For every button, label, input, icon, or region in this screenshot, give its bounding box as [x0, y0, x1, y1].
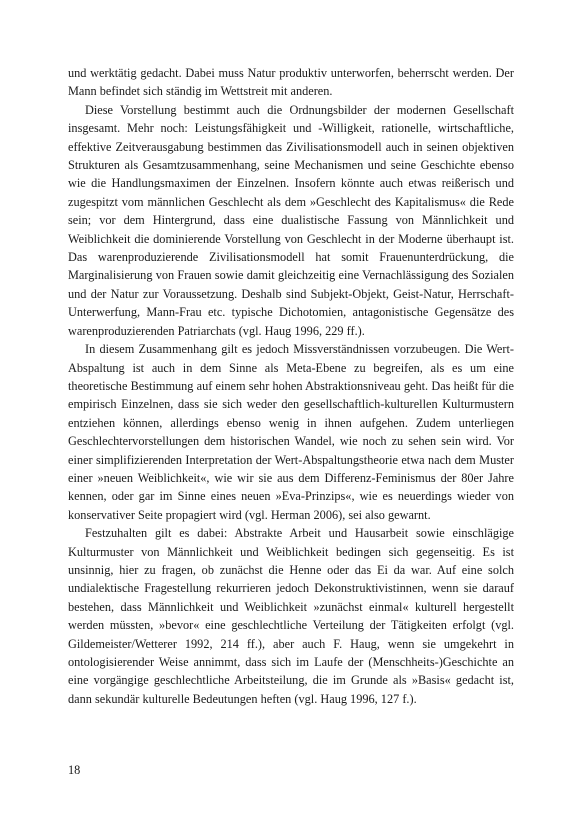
page-body: [68, 64, 514, 708]
page-number: 18: [68, 763, 81, 777]
paragraph-3: In diesem Zusammenhang gilt es jedoch Missverständnissen vorzubeugen. Die Wert-Abspaltung ist auch in dem Sinne als Meta-Ebene zu begreifen, als es um eine theoretische Bestimmung auf einem sehr hohen Abstraktionsniveau geht. Das heißt für die empirisch Einzelnen, dass sie sich weder den gesellschaftlich-kulturellen Kulturmustern entziehen können, allerdings ebenso wenig in ihnen aufgehen. Zudem unterliegen Geschlechtervorstellungen dem historischen Wandel, wie noch zu sehen sein wird. Vor einer simplifizierenden Interpretation der Wert-Abspaltungstheorie etwa nach dem Muster einer »neuen Weiblichkeit«, wie wir sie aus dem Differenz-Feminismus der 80er Jahre kennen, oder gar im Sinne eines neuen »Eva-Prinzips«, wie es neuerdings wieder von konservativer Seite propagiert wird (vgl. Herman 2006), sei also gewarnt.: [68, 342, 514, 522]
paragraph-1: und werktätig gedacht. Dabei muss Natur produktiv unterworfen, beherrscht werden. Der Mann befindet sich ständig im Wettstreit mit anderen.: [68, 66, 514, 99]
paragraph-4: Festzuhalten gilt es dabei: Abstrakte Arbeit und Hausarbeit sowie einschlägige Kulturmuster von Männlichkeit und Weiblichkeit bedingen sich gegenseitig. Es ist unsinnig, hier zu fragen, ob zunächst die Henne oder das Ei da war. Auf eine solch undialektische Fragestellung rekurrieren jedoch Dekonstruktivistinnen, wenn sie darauf bestehen, dass Männlichkeit und Weiblichkeit »zunächst einmal« kulturell hergestellt werden müssten, »bevor« eine geschlechtliche Verteilung der Tätigkeiten erfolgt (vgl. Gildemeister/Wetterer 1992, 214 ff.), aber auch F. Haug, wenn sie umgekehrt in ontologisierender Weise annimmt, dass sich im Laufe der (Menschheits-)Geschichte an eine vorgängige geschlechtliche Arbeitsteilung, die im Grunde als »Basis« gedacht ist, dann sekundär kulturelle Bedeutungen heften (vgl. Haug 1996, 127 f.).: [68, 526, 514, 706]
paragraph-2: Diese Vorstellung bestimmt auch die Ordnungsbilder der modernen Gesellschaft insgesamt. Mehr noch: Leistungsfähigkeit und -Willigkeit, rationelle, wirtschaftliche, effektive Zeitverausgabung bestimmen das Zivilisationsmodell auch in seinen objektiven Strukturen als Gesamtzusammenhang, seine Mechanismen und seine Geschichte ebenso wie die Handlungsmaximen der Einzelnen. Insofern könnte auch etwas reißerisch und zugespitzt vom männlichen Geschlecht als dem »Geschlecht des Kapitalismus« die Rede sein; vor dem Hintergrund, dass eine dualistische Fassung von Männlichkeit und Weiblichkeit die dominierende Vorstellung von Geschlecht in der Moderne überhaupt ist. Das warenproduzierende Zivilisationsmodell hat somit Frauenunterdrückung, die Marginalisierung von Frauen sowie damit gleichzeitig eine Vernachlässigung des Sozialen und der Natur zur Voraussetzung. Deshalb sind Subjekt-Objekt, Geist-Natur, Herrschaft-Unterwerfung, Mann-Frau etc. typische Dichotomien, antagonistische Gegensätze des warenproduzierenden Patriarchats (vgl. Haug 1996, 229 ff.).: [68, 102, 514, 338]
